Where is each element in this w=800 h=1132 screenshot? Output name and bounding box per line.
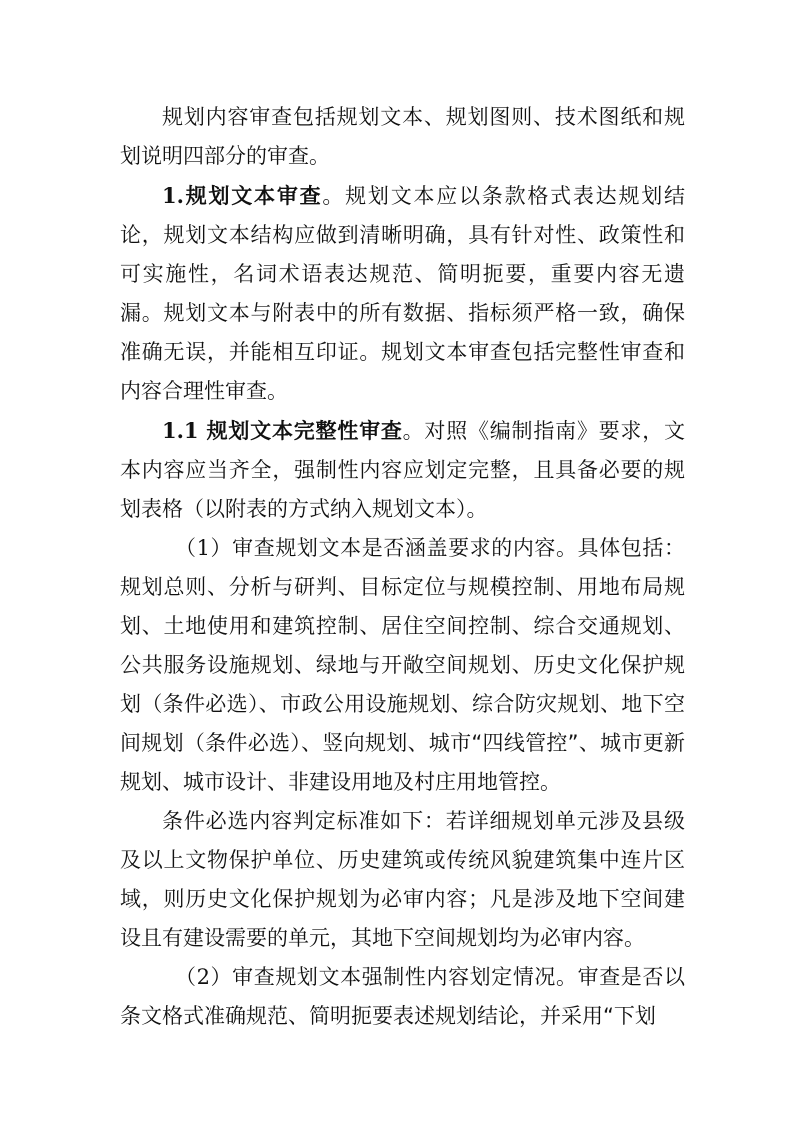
conditional-criteria-text: 条件必选内容判定标准如下：若详细规划单元涉及县级及以上文物保护单位、历史建筑或传统风貌建筑集中连片区域，则历史文化保护规划为必审内容；凡是涉及地下空间建设且有建设需要的单元，其地下空间规划均为必审内容。 (120, 809, 685, 950)
paragraph-item-1 (120, 529, 685, 802)
section-1-1-number: 1.1 (162, 418, 207, 443)
document-page (120, 98, 685, 1036)
item-2-number: （2） (175, 965, 233, 989)
item-1-body: 审查规划文本是否涵盖要求的内容。具体包括：规划总则、分析与研判、目标定位与规模控制、用地布局规划、土地使用和建筑控制、居住空间控制、综合交通规划、公共服务设施规划、绿地与开敞空间规划、历史文化保护规划（条件必选）、市政公用设施规划、综合防灾规划、地下空间规划（条件必选）、竖向规划、城市“四线管控”、城市更新规划、城市设计、非建设用地及村庄用地管控。 (120, 536, 685, 794)
paragraph-conditional-criteria (120, 802, 685, 958)
paragraph-section-1-1 (120, 411, 685, 529)
intro-text: 规划内容审查包括规划文本、规划图则、技术图纸和规划说明四部分的审查。 (120, 105, 685, 168)
section-1-heading: 规划文本审查 (183, 184, 323, 208)
section-1-1-heading: 规划文本完整性审查 (206, 419, 403, 443)
section-1-number: 1. (162, 183, 184, 208)
section-1-1-body: 。对照《编制指南》要求，文本内容应当齐全，强制性内容应划定完整，且具备必要的规划表格（以附表的方式纳入规划文本）。 (120, 419, 685, 521)
paragraph-intro (120, 98, 685, 176)
item-2-body: 审查规划文本强制性内容划定情况。审查是否以条文格式准确规范、简明扼要表述规划结论，并采用“下划 (120, 965, 685, 1028)
item-1-number: （1） (175, 536, 233, 560)
paragraph-item-2 (120, 958, 685, 1036)
paragraph-section-1 (120, 176, 685, 411)
section-1-body: 。规划文本应以条款格式表达规划结论，规划文本结构应做到清晰明确，具有针对性、政策性和可实施性，名词术语表达规范、简明扼要，重要内容无遗漏。规划文本与附表中的所有数据、指标须严格一致，确保准确无误，并能相互印证。规划文本审查包括完整性审查和内容合理性审查。 (120, 184, 686, 403)
